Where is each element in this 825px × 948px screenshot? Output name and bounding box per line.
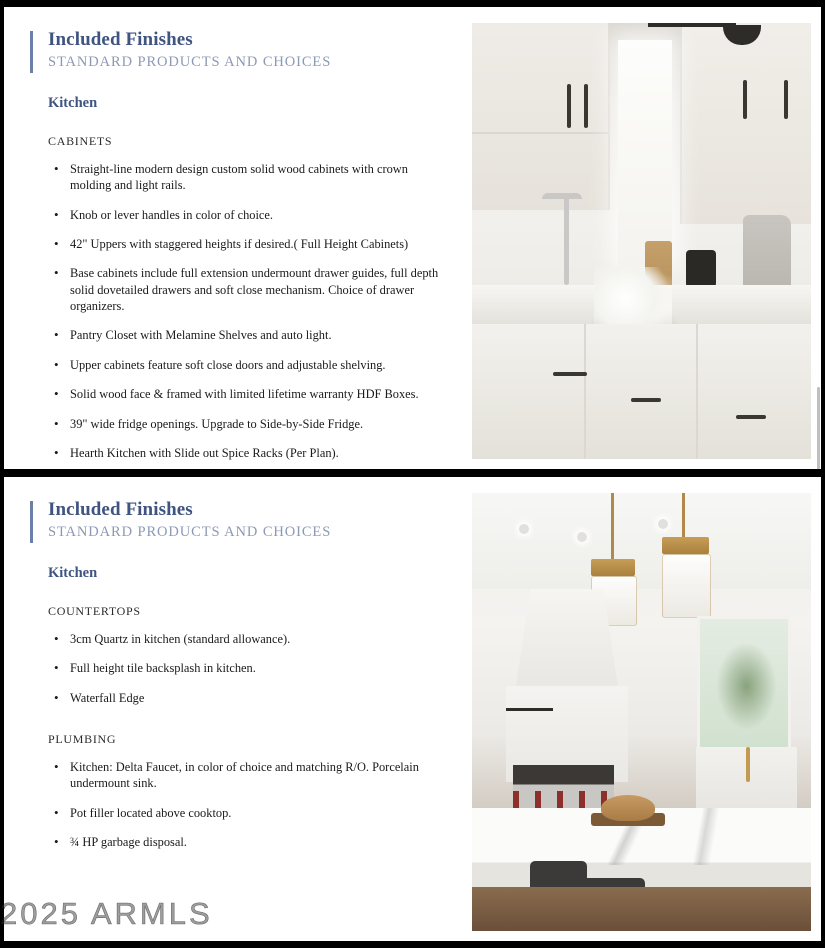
- list-item: • Kitchen: Delta Faucet, in color of choice and matching R/O. Porcelain undermount sink.: [52, 759, 452, 792]
- pot-filler-faucet: [506, 708, 553, 711]
- cabinet-handle: [743, 80, 747, 119]
- pendant-rod: [682, 493, 685, 541]
- list-item: • Upper cabinets feature soft close doors and adjustable shelving.: [52, 357, 452, 373]
- drawer-pull: [631, 398, 661, 402]
- cabinet-handle: [567, 84, 571, 128]
- list-item: • Full height tile backsplash in kitchen.: [52, 660, 452, 676]
- range-hood: [516, 589, 618, 685]
- page-subtitle: STANDARD PRODUCTS AND CHOICES: [48, 523, 332, 540]
- countertops-bullet-list: [30, 631, 464, 706]
- list-item: • 39" wide fridge openings. Upgrade to Side-by-Side Fridge.: [52, 416, 452, 432]
- page-2-title-block: [30, 499, 464, 541]
- list-item: • Pot filler located above cooktop.: [52, 805, 452, 821]
- list-item: • 3cm Quartz in kitchen (standard allowance).: [52, 631, 452, 647]
- upper-cabinets-left: [472, 23, 610, 210]
- range-knobs: [513, 791, 615, 809]
- page-2-photo-column: [464, 493, 811, 931]
- cabinet-handle: [584, 84, 588, 128]
- bread-loaf: [601, 795, 655, 821]
- list-item: • Hearth Kitchen with Slide out Spice Racks (Per Plan).: [52, 445, 452, 461]
- wood-floor: [472, 887, 811, 931]
- base-cabinets: [472, 324, 811, 459]
- gold-sink-faucet: [746, 747, 750, 782]
- section-label-plumbing: PLUMBING: [48, 731, 117, 746]
- page-title: Included Finishes: [48, 499, 193, 520]
- title-accent-bar: [30, 501, 33, 543]
- document-page-2: [4, 477, 821, 941]
- page-subtitle: STANDARD PRODUCTS AND CHOICES: [48, 53, 332, 70]
- cabinets-bullet-list: [30, 161, 464, 462]
- pendant-cap: [662, 537, 709, 555]
- upper-cabinets-right: [680, 23, 811, 224]
- document-page-1: [4, 7, 821, 469]
- watermark: 2025 ARMLS: [0, 896, 213, 931]
- section-label-cabinets: CABINETS: [48, 133, 113, 148]
- kitchen-faucet: [564, 197, 569, 284]
- list-item: • Knob or lever handles in color of choice.: [52, 207, 452, 223]
- list-item: • 42" Uppers with staggered heights if desired.( Full Height Cabinets): [52, 236, 452, 252]
- window-light: [618, 40, 672, 267]
- room-heading: Kitchen: [48, 564, 98, 581]
- page-title: Included Finishes: [48, 29, 193, 50]
- cabinet-handle: [784, 80, 788, 119]
- pendant-rod: [611, 493, 614, 563]
- room-heading: Kitchen: [48, 94, 98, 111]
- list-item: • Pantry Closet with Melamine Shelves and auto light.: [52, 327, 452, 343]
- plumbing-bullet-list: [30, 759, 464, 851]
- page-1-title-block: [30, 29, 464, 71]
- pendant-glass-shade: [662, 554, 711, 617]
- ceiling: [472, 493, 811, 589]
- outdoor-greenery: [716, 642, 777, 730]
- pendant-cap: [591, 559, 635, 577]
- title-accent-bar: [30, 31, 33, 73]
- list-item: • Waterfall Edge: [52, 690, 452, 706]
- page-1-text-column: [22, 23, 464, 459]
- section-label-countertops: COUNTERTOPS: [48, 603, 141, 618]
- drawer-pull: [553, 372, 587, 376]
- list-item: • Base cabinets include full extension undermount drawer guides, full depth solid dovetailed drawers and soft close mechanism. Choice of drawer organizers.: [52, 265, 452, 314]
- kitchen-photo-1: [472, 23, 811, 459]
- list-item: • Solid wood face & framed with limited lifetime warranty HDF Boxes.: [52, 386, 452, 402]
- drawer-pull: [736, 415, 766, 419]
- page-1-photo-column: [464, 23, 811, 459]
- page-2-text-column: [22, 493, 464, 931]
- list-item: • Straight-line modern design custom solid wood cabinets with crown molding and light rails.: [52, 161, 452, 194]
- stand-mixer: [743, 215, 790, 293]
- kitchen-photo-2: [472, 493, 811, 931]
- list-item: • ¾ HP garbage disposal.: [52, 834, 452, 850]
- page-scroll-indicator[interactable]: [817, 387, 820, 469]
